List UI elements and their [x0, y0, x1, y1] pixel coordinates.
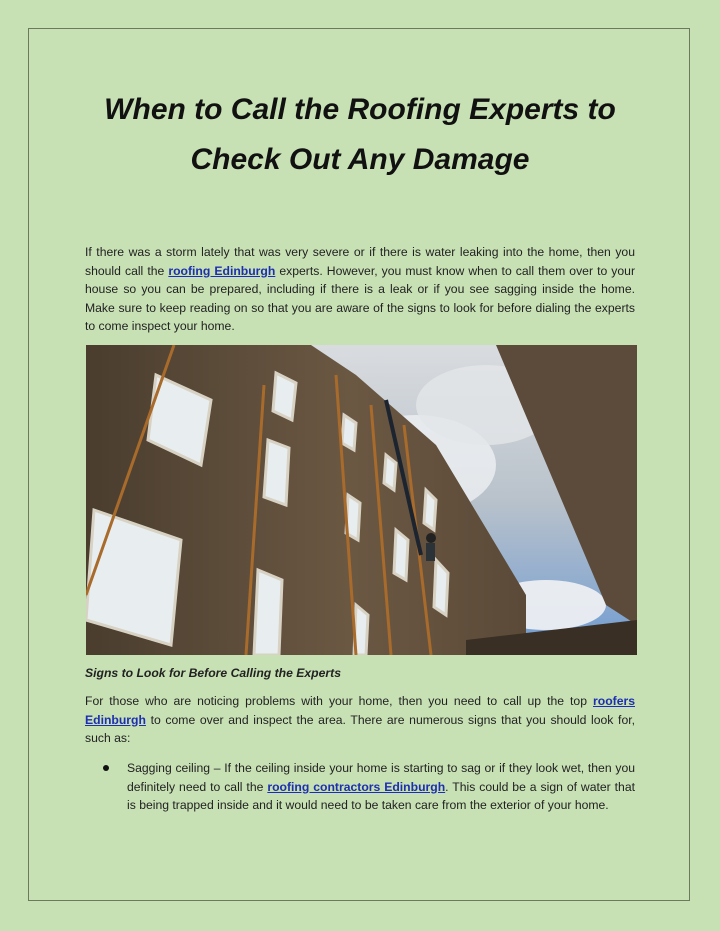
- section-text-before: For those who are noticing problems with your home, then you need to call up the top: [85, 694, 593, 708]
- list-item: [103, 759, 635, 815]
- roofers-edinburgh-link[interactable]: roofers Edinburgh: [85, 694, 635, 727]
- page-title: When to Call the Roofing Experts to Check Out Any Damage: [104, 93, 616, 176]
- building-photo: [86, 345, 637, 655]
- bullet-icon: [103, 765, 109, 771]
- bullet-text-after: . This could be a sign of water that is being trapped inside and it would need to be taken care from the exterior of your home.: [127, 779, 635, 813]
- intro-text-before: If there was a storm lately that was very severe or if there is water leaking into the home, then you should call the: [85, 245, 635, 278]
- intro-text-after: experts. However, you must know when to call them over to your house so you can be prepared, including if there is a leak or if you see sagging inside the home. Make sure to keep reading on so that you are aware of the signs to look for before dialing the experts to come inspect your home.: [85, 263, 636, 334]
- intro-paragraph: [85, 243, 635, 336]
- roofing-contractors-link[interactable]: roofing contractors Edinburgh: [267, 779, 446, 794]
- bullet-text: [127, 759, 635, 815]
- section-heading: Signs to Look for Before Calling the Experts: [85, 666, 341, 680]
- section-text-after: to come over and inspect the area. There are numerous signs that you should look for, such as:: [85, 712, 635, 746]
- roofing-edinburgh-link[interactable]: roofing Edinburgh: [168, 263, 276, 278]
- bullet-text-before: Sagging ceiling – If the ceiling inside your home is starting to sag or if they look wet, then you definitely need to call the: [127, 761, 635, 794]
- section-paragraph: [85, 692, 635, 748]
